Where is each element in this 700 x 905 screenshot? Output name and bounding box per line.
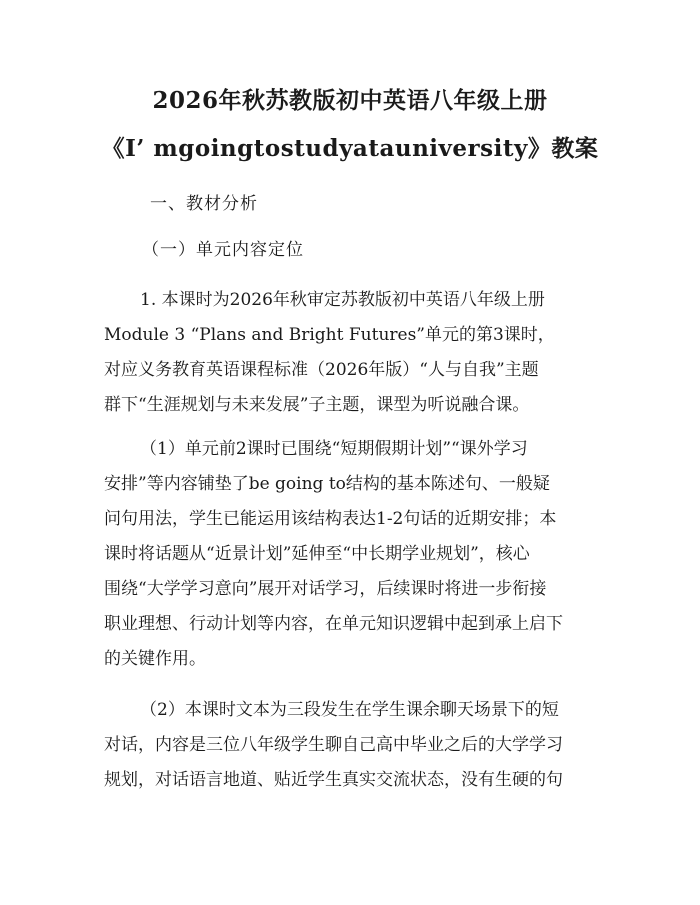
paragraph-2 xyxy=(104,432,604,677)
paragraph-line: 安排”等内容铺垫了be going to结构的基本陈述句、一般疑 xyxy=(104,474,550,494)
paragraph-line: 的关键作用。 xyxy=(104,649,206,669)
paragraph-line: 职业理想、行动计划等内容，在单元知识逻辑中起到承上启下 xyxy=(104,614,563,634)
paragraph-line: Module 3 “Plans and Bright Futures”单元的第3课时， xyxy=(104,325,555,345)
paragraph-line: （2）本课时文本为三段发生在学生课余聊天场景下的短 xyxy=(140,700,559,720)
paragraph-line: 对应义务教育英语课程标准（2026年版）“人与自我”主题 xyxy=(104,360,539,380)
paragraph-line: 课时将话题从“近景计划”延伸至“中长期学业规划”，核心 xyxy=(104,544,530,564)
paragraph-line: 规划，对话语言地道、贴近学生真实交流状态，没有生硬的句 xyxy=(104,770,563,790)
paragraph-3 xyxy=(104,693,604,798)
paragraph-line: 问句用法，学生已能运用该结构表达1-2句话的近期安排；本 xyxy=(104,509,557,529)
subsection-heading: （一）单元内容定位 xyxy=(142,240,304,260)
paragraph-1 xyxy=(104,283,604,423)
paragraph-line: 1. 本课时为2026年秋审定苏教版初中英语八年级上册 xyxy=(140,290,545,310)
document-title-line-2: 《I’ mgoingtostudyatauniversity》教案 xyxy=(101,135,599,162)
paragraph-line: 围绕“大学学习意向”展开对话学习，后续课时将进一步衔接 xyxy=(104,579,547,599)
section-heading: 一、教材分析 xyxy=(150,194,258,214)
document-title-line-1: 2026年秋苏教版初中英语八年级上册 xyxy=(152,87,548,114)
paragraph-line: 对话，内容是三位八年级学生聊自己高中毕业之后的大学学习 xyxy=(104,735,563,755)
paragraph-line: 群下“生涯规划与未来发展”子主题，课型为听说融合课。 xyxy=(104,395,530,415)
paragraph-line: （1）单元前2课时已围绕“短期假期计划”“课外学习 xyxy=(140,439,528,459)
